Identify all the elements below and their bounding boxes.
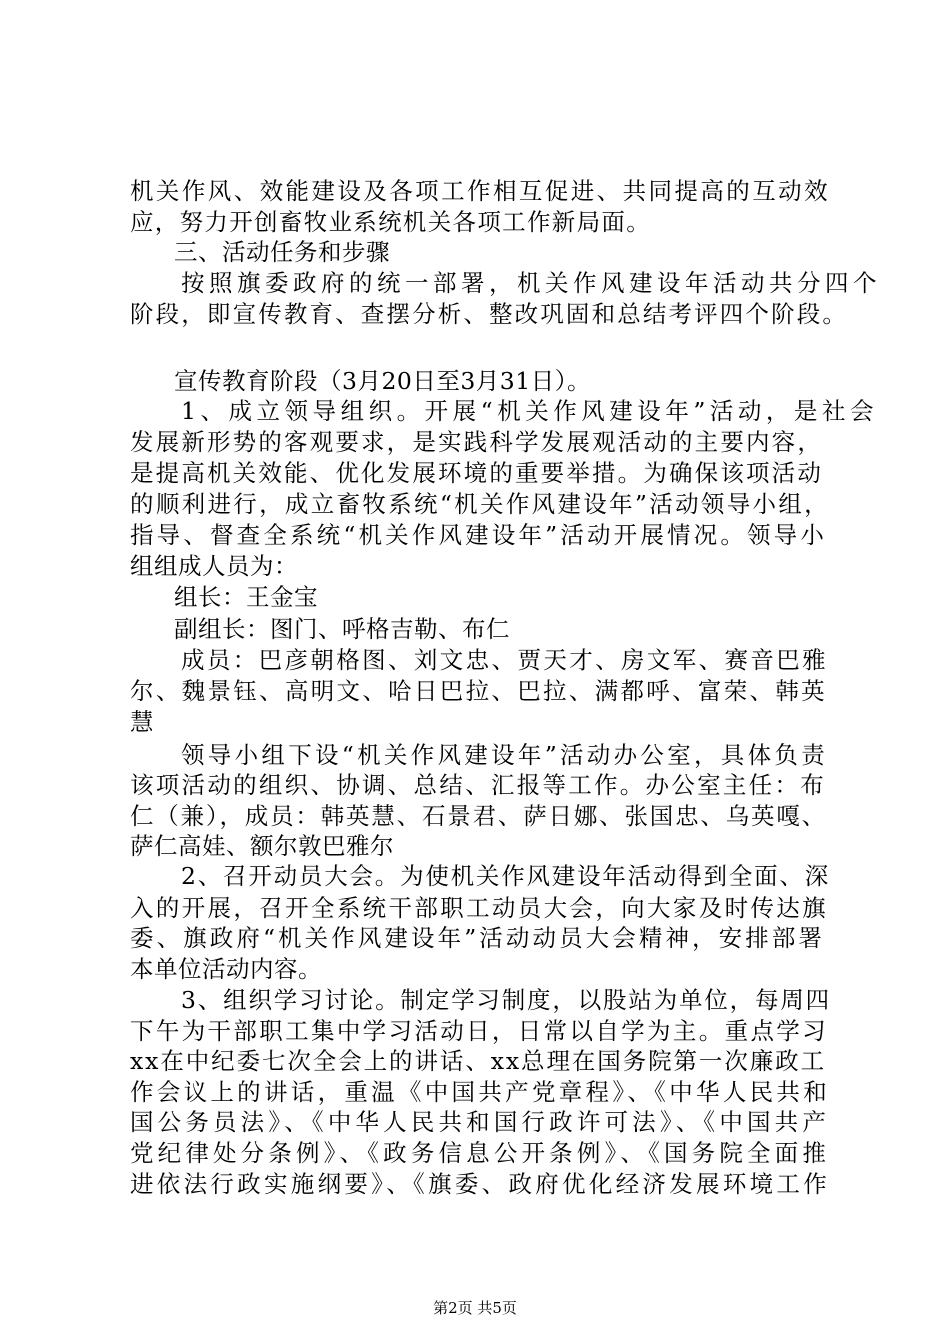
text-line: 3、组织学习讨论。制定学习制度，以股站为单位，每周四 [181,986,831,1014]
text-line: 发展新形势的客观要求，是实践科学发展观活动的主要内容， [130,428,823,456]
text-line: 成员：巴彦朝格图、刘文忠、贾天才、房文军、赛音巴雅 [181,646,828,674]
text-line: 仁（兼），成员：韩英慧、石景君、萨日娜、张国忠、乌英嘎、 [130,802,827,830]
text-line: 机关作风、效能建设及各项工作相互促进、共同提高的互动效 [130,177,830,205]
text-line: 三、活动任务和步骤 [174,238,390,266]
text-line: 2、召开动员大会。为使机关作风建设年活动得到全面、深 [181,862,830,890]
text-line: 组组成人员为： [130,552,298,580]
text-line: 作会议上的讲话，重温《中国共产党章程》、《中华人民共和 [130,1078,830,1106]
text-line: 应，努力开创畜牧业系统机关各项工作新局面。 [130,208,651,236]
text-line: 慧 [130,708,154,736]
text-line: 党纪律处分条例》、《政务信息公开条例》、《国务院全面推 [130,1139,830,1167]
text-line: 入的开展，召开全系统干部职工动员大会，向大家及时传达旗 [130,894,828,922]
text-line: 领导小组下设“机关作风建设年”活动办公室，具体负责 [181,741,828,769]
text-line: 组长：王金宝 [174,583,318,611]
text-line: 副组长：图门、呼格吉勒、布仁 [174,615,510,643]
text-line: 阶段，即宣传教育、查摆分析、整改巩固和总结考评四个阶段。 [130,300,848,328]
text-line: 国公务员法》、《中华人民共和国行政许可法》、《中国共产 [130,1108,830,1136]
text-line: 1、成立领导组织。开展“机关作风建设年”活动，是社会 [181,397,878,425]
text-line: 宣传教育阶段（3月20日至3月31日）。 [174,367,591,395]
text-line: 该项活动的组织、协调、总结、汇报等工作。办公室主任：布 [130,771,826,799]
text-line: 萨仁高娃、额尔敦巴雅尔 [130,832,394,860]
text-line: 下午为干部职工集中学习活动日，日常以自学为主。重点学习 [130,1017,828,1045]
text-line: 本单位活动内容。 [130,955,322,983]
text-line: 进依法行政实施纲要》、《旗委、政府优化经济发展环境工作 [130,1170,830,1198]
page-footer: 第2页 共5页 [433,1299,517,1317]
text-line: 尔、魏景钰、高明文、哈日巴拉、巴拉、满都呼、富荣、韩英 [130,677,827,705]
text-line: 的顺利进行，成立畜牧系统“机关作风建设年”活动领导小组， [130,490,830,518]
text-line: xx在中纪委七次全会上的讲话、xx总理在国务院第一次廉政工 [130,1047,826,1075]
text-line: 是提高机关效能、优化发展环境的重要举措。为确保该项活动 [130,459,823,487]
text-line: 按照旗委政府的统一部署，机关作风建设年活动共分四个 [181,269,881,297]
text-line: 委、旗政府“机关作风建设年”活动动员大会精神，安排部署 [130,924,825,952]
text-line: 指导、督查全系统“机关作风建设年”活动开展情况。领导小 [130,521,827,549]
